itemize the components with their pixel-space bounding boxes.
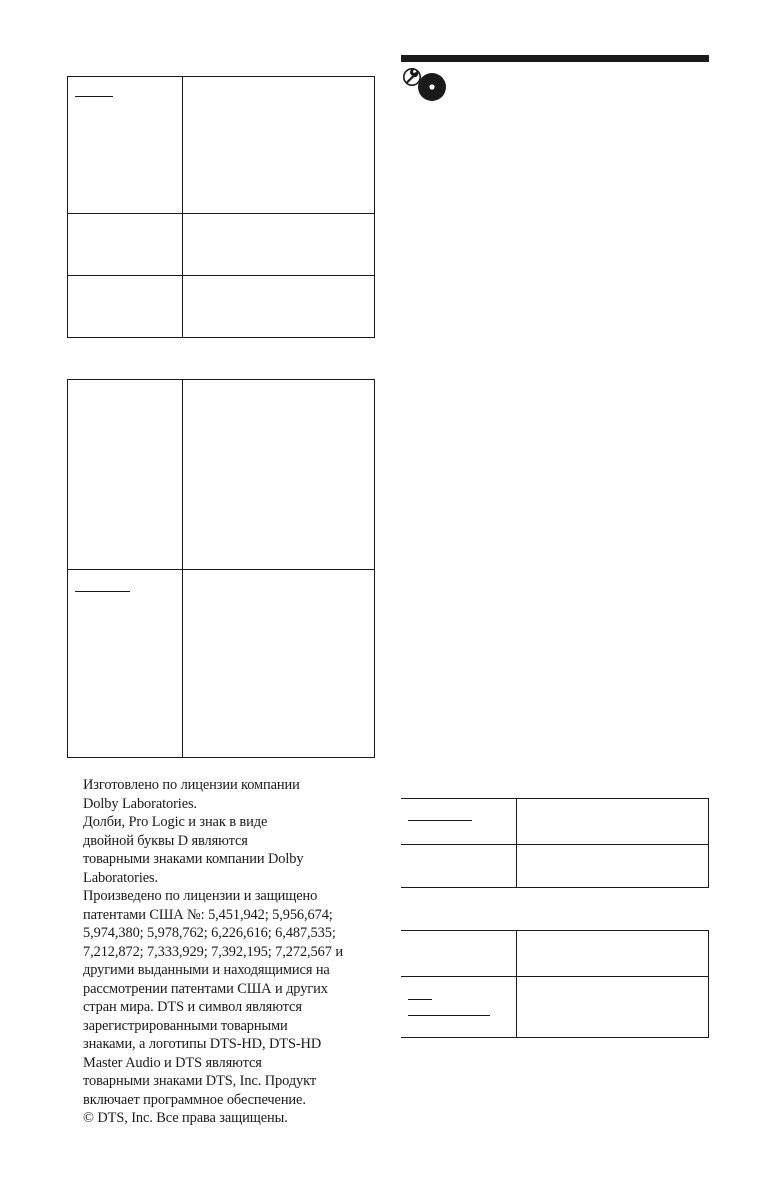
license-line: зарегистрированными товарными <box>83 1017 288 1034</box>
settings-table-4 <box>401 930 709 1038</box>
license-line: 5,974,380; 5,978,762; 6,226,616; 6,487,535; <box>83 925 336 941</box>
license-notice <box>83 776 383 1128</box>
table-row <box>401 931 709 976</box>
license-line: двойной буквы D являются <box>83 832 248 849</box>
table-row <box>68 213 374 275</box>
table-row <box>68 77 374 213</box>
settings-table-1 <box>67 76 375 338</box>
license-line: Dolby Laboratories. <box>83 795 197 812</box>
table-row <box>68 569 374 757</box>
license-line: Долби, Pro Logic и знак в виде <box>83 814 268 830</box>
option-underline <box>75 96 113 97</box>
license-line: © DTS, Inc. Все права защищены. <box>83 1110 288 1126</box>
option-underline <box>408 1015 490 1016</box>
license-line: патентами США №: 5,451,942; 5,956,674; <box>83 906 333 923</box>
option-underline <box>75 591 130 592</box>
section-header-bar <box>401 55 709 62</box>
license-line: Master Audio и DTS являются <box>83 1054 262 1071</box>
table-row <box>68 275 374 337</box>
table-row <box>401 799 709 844</box>
license-line: Laboratories. <box>83 869 159 886</box>
table-row <box>401 976 709 1037</box>
license-line: Произведено по лицензии и защищено <box>83 888 318 904</box>
license-line: 7,212,872; 7,333,929; 7,392,195; 7,272,567 и <box>83 943 343 960</box>
license-line: включает программное обеспечение. <box>83 1091 306 1108</box>
option-underline <box>408 999 432 1000</box>
settings-disc-icon <box>402 67 448 103</box>
table-row <box>401 844 709 887</box>
settings-table-2 <box>67 379 375 758</box>
license-line: рассмотрении патентами США и других <box>83 980 328 997</box>
license-line: знаками, а логотипы DTS-HD, DTS-HD <box>83 1036 322 1052</box>
license-line: товарными знаками компании Dolby <box>83 851 304 867</box>
license-line: стран мира. DTS и символ являются <box>83 999 302 1015</box>
table-row <box>68 380 374 569</box>
settings-table-3 <box>401 798 709 888</box>
option-underline <box>408 820 472 821</box>
license-line: другими выданными и находящимися на <box>83 962 330 978</box>
license-line: товарными знаками DTS, Inc. Продукт <box>83 1073 317 1089</box>
license-line: Изготовлено по лицензии компании <box>83 777 300 793</box>
